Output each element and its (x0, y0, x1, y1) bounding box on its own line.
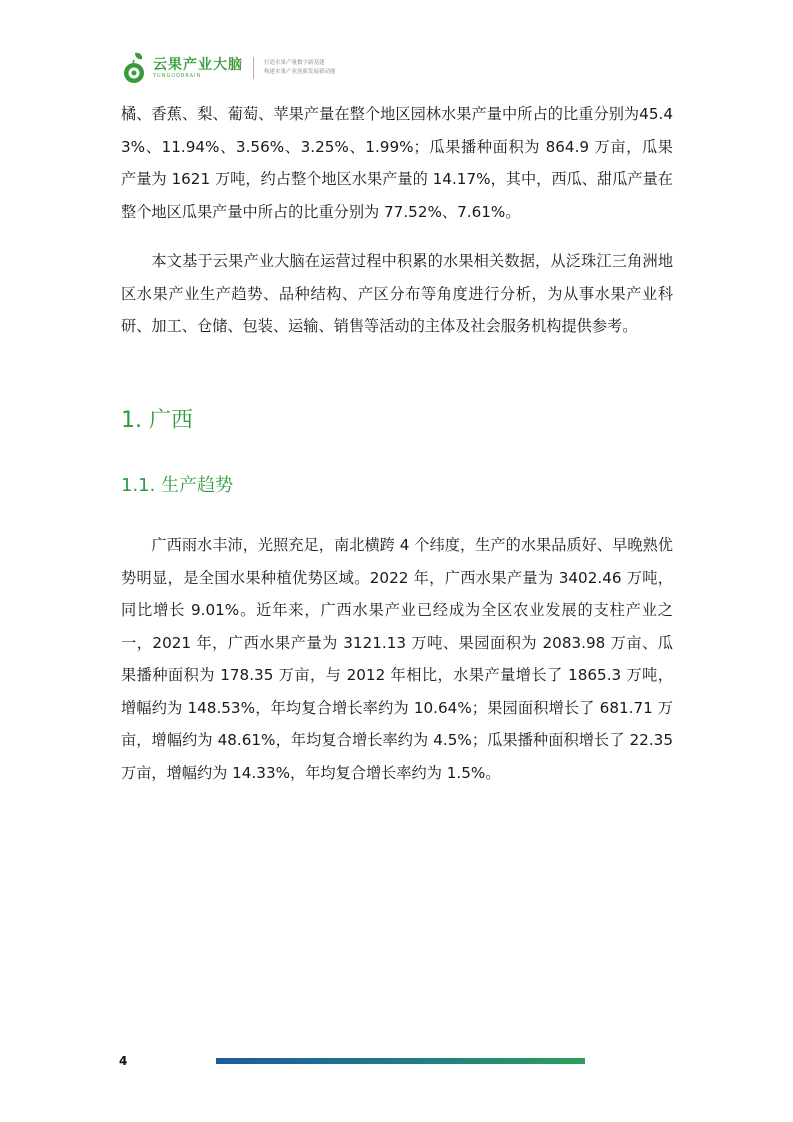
footer-gradient-bar (216, 1058, 585, 1064)
sub-section-heading: 1.1. 生产趋势 (121, 475, 234, 496)
tagline (264, 59, 336, 77)
section-body (121, 529, 673, 789)
section-heading: 1. 广西 (121, 408, 193, 433)
brand-block (153, 57, 243, 80)
page-header (121, 48, 336, 88)
intro-paragraph-1: 橘、香蕉、梨、葡萄、苹果产量在整个地区园林水果产量中所占的比重分别为45.43%、11.94%、3.56%、3.25%、1.99%；瓜果播种面积为 864.9 万亩，瓜果产量为 1621 万吨，约占整个地区水果产量的 14.17%，其中，西瓜、甜瓜产量在整个地区瓜果产量中所占的比重分别为 77.52%、7.61%。 (121, 105, 673, 221)
intro-section (121, 98, 673, 343)
brand-subtitle: YUNGUOBRAIN (153, 72, 202, 79)
header-divider (253, 57, 254, 79)
intro-paragraph-2: 本文基于云果产业大脑在运营过程中积累的水果相关数据，从泛珠江三角洲地区水果产业生产趋势、品种结构、产区分布等角度进行分析，为从事水果产业科研、加工、仓储、包装、运输、销售等活动的主体及社会服务机构提供参考。 (121, 252, 673, 335)
page-number: 4 (119, 1054, 128, 1068)
tagline-line-2: 构建水果产业创新发展新动能 (264, 69, 336, 75)
brand-name: 云果产业大脑 (153, 56, 243, 73)
fruit-logo-icon (121, 51, 147, 85)
section-paragraph: 广西雨水丰沛，光照充足，南北横跨 4 个纬度，生产的水果品质好、早晚熟优势明显，是全国水果种植优势区域。2022 年，广西水果产量为 3402.46 万吨，同比增长 9.01%。近年来，广西水果产业已经成为全区农业发展的支柱产业之一，2021 年，广西水果产量为 3121.13 万吨、果园面积为 2083.98 万亩、瓜果播种面积为 178.35 万亩，与 2012 年相比，水果产量增长了 1865.3 万吨，增幅约为 148.53%，年均复合增长率约为 10.64%；果园面积增长了 681.71 万亩，增幅约为 48.61%，年均复合增长率约为 4.5%；瓜果播种面积增长了 22.35 万亩，增幅约为 14.33%，年均复合增长率约为 1.5%。 (121, 536, 673, 782)
tagline-line-1: 打造水果产量数字新基建 (264, 60, 325, 66)
